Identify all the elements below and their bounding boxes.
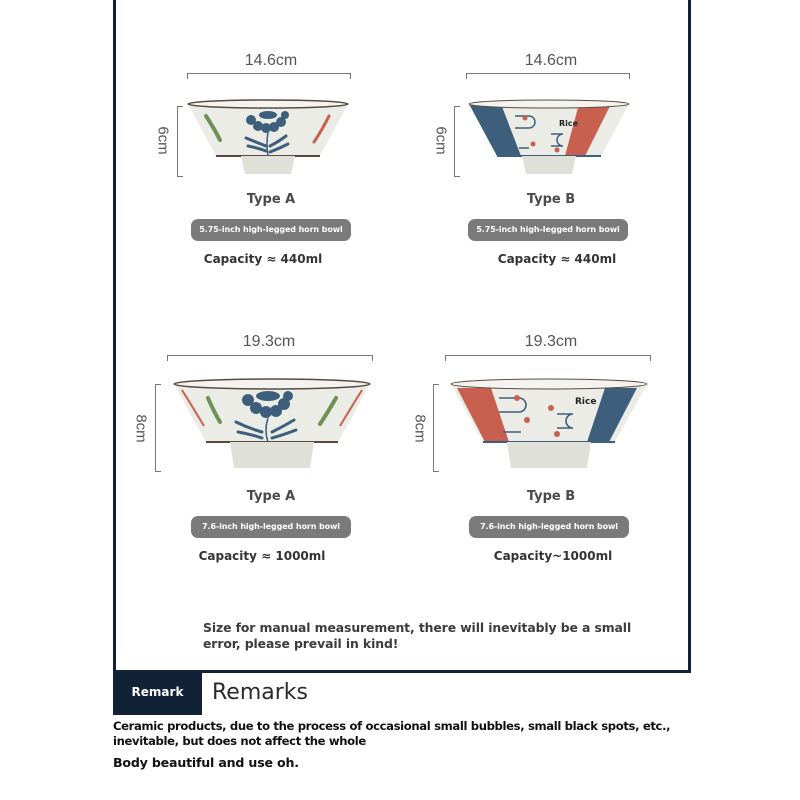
height-label: 8cm bbox=[411, 414, 429, 443]
bowl-image-floral bbox=[186, 98, 350, 178]
bowl-text: Rice bbox=[559, 119, 579, 128]
remarks-body-continued: Body beautiful and use oh. bbox=[113, 755, 299, 770]
measurement-note: Size for manual measurement, there will inevitably be a small error, please prevail in kind! bbox=[203, 620, 632, 651]
capacity-text: Capacity ≈ 440ml bbox=[497, 252, 617, 266]
height-dimension-line bbox=[155, 384, 161, 472]
width-label: 19.3cm bbox=[242, 333, 296, 350]
width-label: 14.6cm bbox=[524, 52, 578, 69]
width-dimension-line bbox=[187, 73, 351, 79]
height-label: 8cm bbox=[132, 414, 150, 443]
width-dimension-line bbox=[445, 355, 651, 361]
width-label: 14.6cm bbox=[244, 52, 298, 69]
capacity-text: Capacity ≈ 440ml bbox=[203, 252, 323, 266]
height-dimension-line bbox=[177, 106, 183, 177]
remarks-title: Remarks bbox=[212, 680, 308, 705]
bowl-image-floral bbox=[172, 376, 372, 472]
bowl-image-rice bbox=[449, 376, 649, 472]
width-dimension-line bbox=[466, 73, 630, 79]
capacity-text: Capacity~1000ml bbox=[493, 549, 613, 563]
type-label: Type A bbox=[246, 192, 296, 207]
height-label: 6cm bbox=[154, 126, 172, 155]
description-pill: 7.6-inch high-legged horn bowl bbox=[469, 516, 629, 538]
remark-tab: Remark bbox=[113, 672, 202, 715]
remarks-body: Ceramic products, due to the process of occasional small bubbles, small black spots, etc., inevitable, but does not affect the whole bbox=[113, 719, 671, 748]
width-dimension-line bbox=[167, 355, 373, 361]
height-dimension-line bbox=[454, 106, 460, 177]
capacity-text: Capacity ≈ 1000ml bbox=[198, 549, 326, 563]
description-pill: 7.6-inch high-legged horn bowl bbox=[191, 516, 351, 538]
type-label: Type B bbox=[526, 489, 576, 504]
bowl-text: Rice bbox=[575, 397, 597, 407]
type-label: Type B bbox=[526, 192, 576, 207]
type-label: Type A bbox=[246, 489, 296, 504]
width-label: 19.3cm bbox=[524, 333, 578, 350]
bowl-image-rice bbox=[467, 98, 631, 178]
description-pill: 5.75-inch high-legged horn bowl bbox=[191, 219, 351, 241]
height-dimension-line bbox=[433, 384, 439, 472]
description-pill: 5.75-inch high-legged horn bowl bbox=[468, 219, 628, 241]
height-label: 6cm bbox=[432, 126, 450, 155]
